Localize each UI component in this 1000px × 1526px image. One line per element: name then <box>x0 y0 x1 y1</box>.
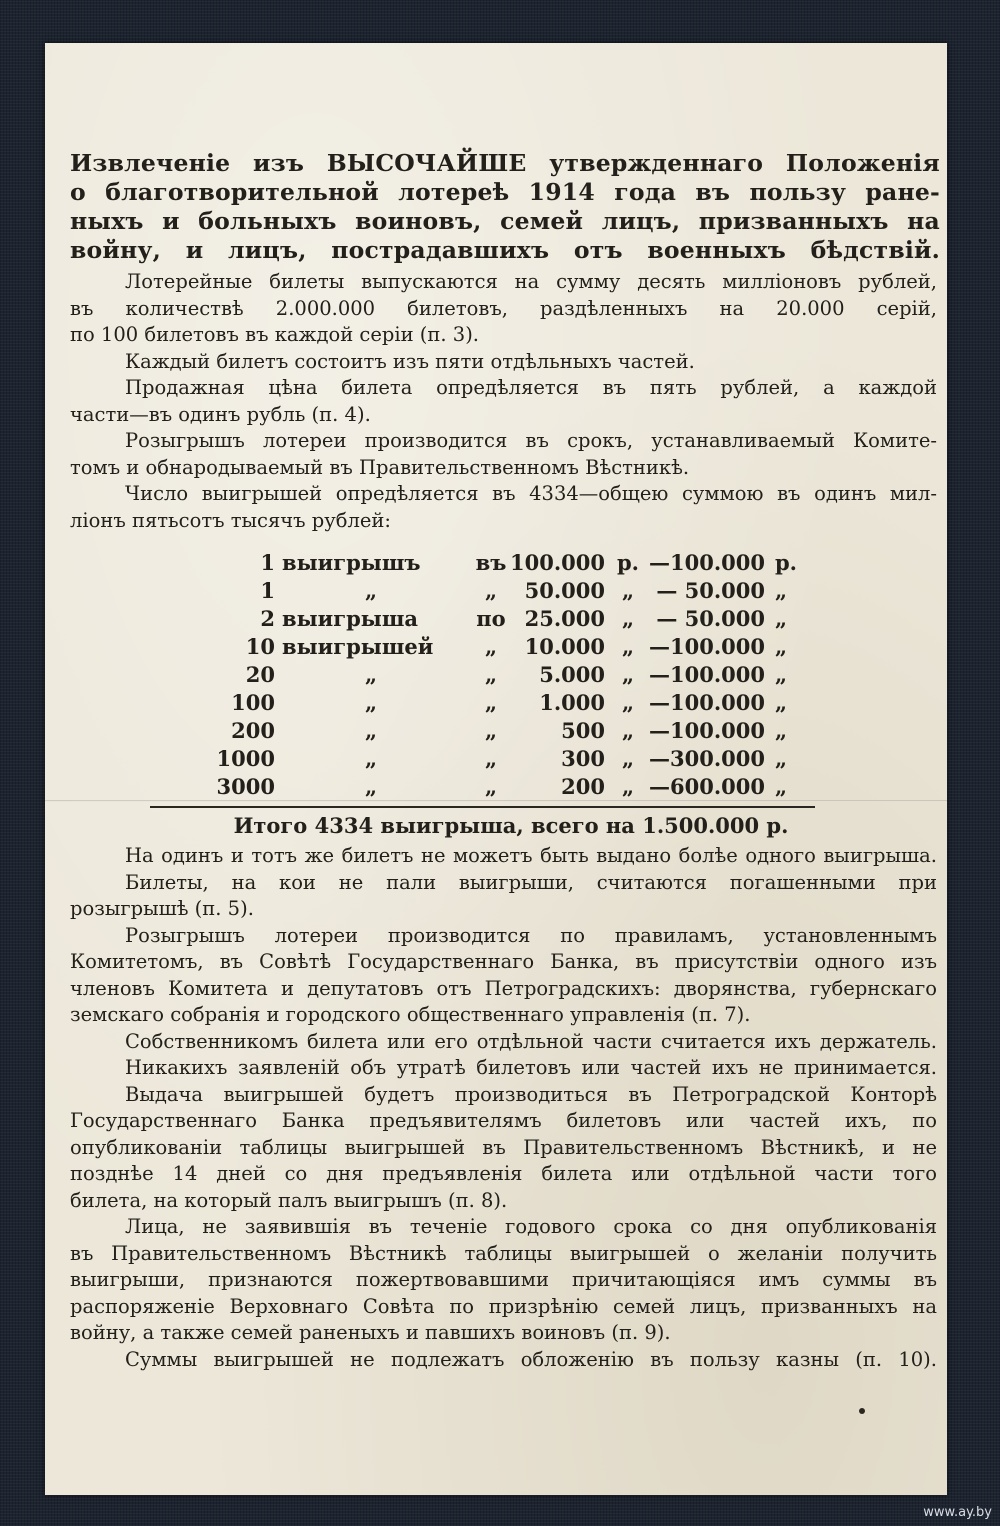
prize-row <box>215 690 815 718</box>
prize-word: выигрышъ <box>282 550 421 575</box>
table-total-rule <box>150 806 815 808</box>
prize-total: — 50.000 <box>656 578 765 603</box>
prize-unit: „ <box>621 718 635 743</box>
heading-line: Извлеченіе изъ ВЫСОЧАЙШЕ утвержденнаго Положенія <box>70 149 940 177</box>
prize-row <box>215 746 815 774</box>
text-line: Розыгрышъ лотереи производится въ срокъ, устанавливаемый Комите- <box>125 429 937 452</box>
prize-prep: по <box>476 606 506 631</box>
text-line: Билеты, на кои не пали выигрыши, считаются погашенными при <box>125 870 937 894</box>
rules-paragraphs <box>70 843 937 1373</box>
prize-amount: 5.000 <box>539 662 605 687</box>
text-line: ліонъ пятьсотъ тысячъ рублей: <box>70 508 391 532</box>
prize-prep: въ <box>475 550 507 575</box>
text-line: розыгрышѣ (п. 5). <box>70 897 254 920</box>
prize-amount: 300 <box>561 746 605 771</box>
heading-line: войну, и лицъ, пострадавшихъ отъ военныхъ бѣдствій. <box>70 236 940 264</box>
text-line: Комитетомъ, въ Совѣтѣ Государственнаго Банка, въ присутствіи одного изъ <box>70 950 937 973</box>
prize-count: 1000 <box>216 746 275 771</box>
prize-count: 20 <box>245 662 275 687</box>
text-line: опубликованіи таблицы выигрышей въ Правительственномъ Вѣстникѣ, и не <box>70 1135 937 1159</box>
prize-total-unit: „ <box>775 774 788 799</box>
prize-unit: „ <box>621 662 635 687</box>
prize-total-unit: „ <box>775 662 788 687</box>
prize-count: 3000 <box>216 774 275 799</box>
prize-count: 1 <box>260 578 275 603</box>
text-line: билета, на который палъ выигрышъ (п. 8). <box>70 1188 508 1212</box>
prize-row <box>215 606 815 634</box>
ink-dot <box>859 1408 865 1414</box>
text-line: Никакихъ заявленій объ утратѣ билетовъ или частей ихъ не принимается. <box>125 1056 937 1079</box>
prize-unit: р. <box>617 550 639 575</box>
prize-amount: 50.000 <box>524 578 605 603</box>
text-line: земскаго собранія и городского общественнаго управленія (п. 7). <box>70 1003 751 1026</box>
prize-table <box>215 550 815 802</box>
prize-prep: „ <box>484 662 498 687</box>
text-line: Государственнаго Банка предъявителямъ билетовъ или частей ихъ, по <box>70 1109 937 1132</box>
text-line: Выдача выигрышей будетъ производиться въ Петроградской Конторѣ <box>125 1082 937 1106</box>
document-heading <box>70 149 940 265</box>
prize-prep: „ <box>484 718 498 743</box>
prize-total: —100.000 <box>649 550 765 575</box>
prize-total: — 50.000 <box>656 606 765 631</box>
prize-prep: „ <box>484 774 498 799</box>
prize-total-line: Итого 4334 выигрыша, всего на 1.500.000 р. <box>233 813 789 838</box>
text-line: томъ и обнародываемый въ Правительственномъ Вѣстникѣ. <box>70 455 690 479</box>
prize-total-unit: „ <box>775 746 788 771</box>
prize-total: —600.000 <box>649 774 765 799</box>
prize-amount: 1.000 <box>539 690 605 715</box>
text-line: по 100 билетовъ въ каждой серіи (п. 3). <box>70 323 479 346</box>
prize-count: 1 <box>260 550 275 575</box>
prize-word: „ <box>365 578 378 603</box>
heading-line: о благотворительной лотереѣ 1914 года въ пользу ране- <box>70 178 940 206</box>
prize-count: 200 <box>231 718 275 743</box>
text-line: позднѣе 14 дней со дня предъявленія билета или отдѣльной части того <box>70 1162 937 1185</box>
text-line: въ количествѣ 2.000.000 билетовъ, раздѣленныхъ на 20.000 серій, <box>70 296 937 320</box>
text-line: въ Правительственномъ Вѣстникѣ таблицы выигрышей о желаніи получить <box>70 1241 937 1265</box>
prize-prep: „ <box>484 578 498 603</box>
prize-unit: „ <box>621 578 635 603</box>
prize-prep: „ <box>484 746 498 771</box>
prize-word: „ <box>365 774 378 799</box>
text-line: На одинъ и тотъ же билетъ не можетъ быть выдано болѣе одного выигрыша. <box>125 844 937 867</box>
prize-total: —100.000 <box>649 634 765 659</box>
text-line: части—въ одинъ рубль (п. 4). <box>70 402 371 426</box>
prize-amount: 25.000 <box>524 606 605 631</box>
prize-total-unit: „ <box>775 578 788 603</box>
prize-row <box>215 550 815 578</box>
prize-total-unit: „ <box>775 718 788 743</box>
text-line: членовъ Комитета и депутатовъ отъ Петроградскихъ: дворянства, губернскаго <box>70 976 937 1000</box>
text-line: войну, а также семей раненыхъ и павшихъ воиновъ (п. 9). <box>70 1321 671 1344</box>
prize-amount: 200 <box>561 774 605 799</box>
prize-unit: „ <box>621 746 635 771</box>
prize-total-unit: „ <box>775 690 788 715</box>
prize-row <box>215 634 815 662</box>
prize-total: —100.000 <box>649 690 765 715</box>
lottery-document-sheet <box>45 43 947 1495</box>
prize-total: —300.000 <box>649 746 765 771</box>
site-watermark: www.ay.by <box>923 1505 992 1520</box>
prize-count: 100 <box>231 690 275 715</box>
text-line: Продажная цѣна билета опредѣляется въ пять рублей, а каждой <box>125 376 937 399</box>
text-line: Розыгрышъ лотереи производится по правиламъ, установленнымъ <box>125 923 937 947</box>
heading-line: ныхъ и больныхъ воиновъ, семей лицъ, призванныхъ на <box>70 207 940 235</box>
prize-row <box>215 774 815 802</box>
prize-row <box>215 718 815 746</box>
prize-amount: 10.000 <box>524 634 605 659</box>
prize-total: —100.000 <box>649 662 765 687</box>
text-line: Число выигрышей опредѣляется въ 4334—общею суммою въ одинъ мил- <box>125 482 937 505</box>
prize-word: выигрышей <box>282 634 434 659</box>
prize-word: „ <box>365 746 378 771</box>
prize-unit: „ <box>621 690 635 715</box>
text-line: Суммы выигрышей не подлежатъ обложенію въ пользу казны (п. 10). <box>125 1347 937 1371</box>
prize-total: —100.000 <box>649 718 765 743</box>
prize-prep: „ <box>484 690 498 715</box>
prize-total-unit: „ <box>775 606 788 631</box>
prize-word: „ <box>365 662 378 687</box>
prize-amount: 500 <box>561 718 605 743</box>
text-line: распоряженіе Верховнаго Совѣта по призрѣнію семей лицъ, призванныхъ на <box>70 1294 937 1318</box>
prize-unit: „ <box>621 606 635 631</box>
text-line: Каждый билетъ состоитъ изъ пяти отдѣльныхъ частей. <box>125 349 695 373</box>
prize-total-unit: р. <box>775 550 797 575</box>
prize-word: выигрыша <box>282 606 418 631</box>
prize-count: 10 <box>245 634 275 659</box>
text-line: Лица, не заявившія въ теченіе годового срока со дня опубликованія <box>125 1215 937 1238</box>
prize-unit: „ <box>621 774 635 799</box>
prize-row <box>215 578 815 606</box>
text-line: Лотерейные билеты выпускаются на сумму десять милліоновъ рублей, <box>125 270 937 293</box>
intro-paragraphs <box>70 269 937 534</box>
prize-unit: „ <box>621 634 635 659</box>
prize-prep: „ <box>484 634 498 659</box>
prize-amount: 100.000 <box>510 550 605 575</box>
text-line: Собственникомъ билета или его отдѣльной части считается ихъ держатель. <box>125 1029 937 1053</box>
prize-count: 2 <box>260 606 275 631</box>
text-line: выигрыши, признаются пожертвовавшими причитающіяся имъ суммы въ <box>70 1268 937 1291</box>
prize-word: „ <box>365 718 378 743</box>
prize-total-unit: „ <box>775 634 788 659</box>
prize-word: „ <box>365 690 378 715</box>
prize-row <box>215 662 815 690</box>
